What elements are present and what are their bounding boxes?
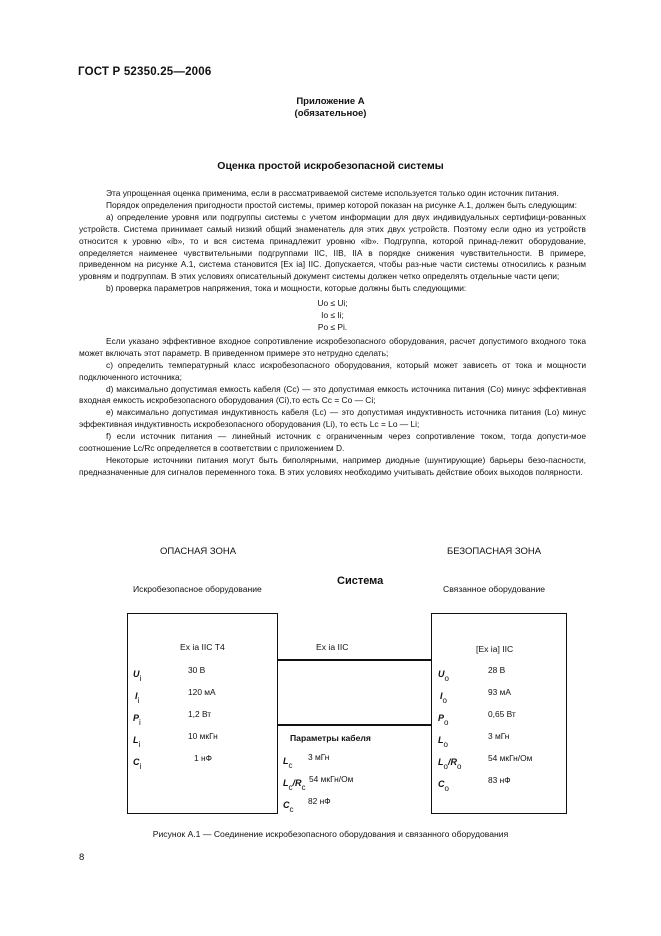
link-marking: Ex ia IIC [316, 642, 349, 652]
list-item-d: d) максимально допустимая емкость кабеля (Cc) — это допустимая емкость источника питания (Cо) минус эффективная входная емкость искробезопасного оборудования (Ci),то есть Cc = Cо — Ci; [79, 383, 586, 406]
figure-caption: Рисунок А.1 — Соединение искробезопасного оборудования и связанного оборудования [152, 829, 509, 839]
body-text [79, 188, 586, 479]
cable-param-row: $C_c$ [283, 800, 294, 815]
system-label: Система [337, 575, 384, 587]
formula: Pо ≤ Pi. [317, 321, 348, 332]
left-box-marking: Ex ia IIC T4 [180, 642, 225, 652]
left-equipment-caption: Искробезопасное оборудование [133, 584, 262, 594]
right-param-value: 83 нФ [488, 775, 511, 785]
right-param-row: $L_o$ [438, 735, 448, 750]
cable-line-bottom [278, 724, 431, 726]
left-param-row: $P_i$ [133, 713, 141, 728]
right-param-value: 3 мГн [488, 731, 510, 741]
left-param-row: $U_i$ [133, 669, 142, 684]
page-number: 8 [79, 852, 85, 863]
left-param-row: $C_i$ [133, 757, 142, 772]
left-param-value: 30 В [188, 665, 206, 675]
paragraph: Порядок определения пригодности простой системы, пример которой показан на рисунке А.1, должен быть следующим: [106, 199, 577, 210]
right-param-value: 0,65 Вт [488, 709, 516, 719]
zone-danger-label: ОПАСНАЯ ЗОНА [160, 546, 237, 557]
list-item-e: e) максимально допустимая индуктивность кабеля (Lc) — это допустимая индуктивность источника питания (Lо) минус эффективная индуктивность искробезопасного оборудования (Li), то есть Lc = Lо — Li; [79, 407, 586, 430]
right-param-row: $P_o$ [438, 713, 449, 728]
cable-param-value: 3 мГн [308, 752, 330, 762]
right-param-row: $I_o$ [440, 691, 447, 706]
formula: Uо ≤ Ui; [317, 298, 348, 309]
formula: Iо ≤ Ii; [321, 310, 344, 321]
cable-line-top [278, 659, 431, 661]
right-param-value: 93 мА [488, 687, 511, 697]
list-item-c: c) определить температурный класс искробезопасного оборудования, который может зависеть от тока и мощности подключенного источника; [79, 359, 586, 382]
left-param-value: 1,2 Вт [188, 709, 212, 719]
paragraph: Если указано эффективное входное сопротивление искробезопасного оборудования, расчет допустимого входного тока может включать этот параметр. В приведенном примере это нетрудно сделать; [79, 335, 586, 358]
cable-param-value: 54 мкГн/Ом [309, 774, 354, 784]
cable-param-row: $L_c$ [283, 756, 293, 771]
left-param-value: 10 мкГн [188, 731, 218, 741]
cable-param-row: $L_c/R_c$ [283, 778, 306, 793]
right-param-row: $L_o/R_o$ [438, 757, 462, 772]
left-param-row: $L_i$ [133, 735, 141, 750]
annex-label: Приложение А [296, 96, 365, 107]
paragraph: Эта упрощенная оценка применима, если в рассматриваемой системе используется только один источник питания. [106, 188, 559, 198]
left-param-row: $I_i$ [135, 691, 140, 706]
paragraph: Некоторые источники питания могут быть биполярными, например диодные (шунтирующие) барьеры безо-пасности, предназначенные для сигналов переменного тока. В этих условиях необходимо учитывать действие обоих выходов полярности. [79, 454, 586, 477]
right-param-row: $C_o$ [438, 779, 449, 794]
right-box-marking: [Ex ia] IIC [476, 644, 514, 654]
section-title: Оценка простой искробезопасной системы [217, 160, 444, 172]
left-param-value: 120 мА [188, 687, 216, 697]
cable-parameters-title: Параметры кабеля [290, 733, 371, 743]
list-item-a: а) определение уровня или подгруппы системы с учетом информации для двух индивидуальных сертифици-рованных устройств. Система принимает самый низкий общий знаменатель для этих двух устройств. Поэтому если одно из устройств относится к уровню «ib», то и вся система принадлежит уровню «ib». Подгруппа, которой принад-лежит оборудование, определяется наименее чувствительными подгруппами IIC, IIB, IIA в порядке снижения чувствительности. В примере, приведенном на рисунке А.1, система становится [Ex ia] IIC. Допускается, чтобы раз-ные части системы относились к разным уровням и подгруппам. В этих условиях описательный документ системы должен четко определять отдельные части цепи; [79, 211, 586, 282]
right-equipment-caption: Связанное оборудование [443, 584, 546, 594]
right-param-value: 28 В [488, 665, 506, 675]
left-param-value: 1 нФ [194, 753, 212, 763]
list-item-b: b) проверка параметров напряжения, тока и мощности, которые должны быть следующими: [106, 283, 467, 294]
right-param-row: $U_o$ [438, 669, 449, 684]
cable-param-value: 82 нФ [308, 796, 331, 806]
document-header: ГОСТ Р 52350.25—2006 [78, 66, 212, 78]
zone-safe-label: БЕЗОПАСНАЯ ЗОНА [447, 546, 542, 557]
right-param-value: 54 мкГн/Ом [488, 753, 533, 763]
annex-status: (обязательное) [294, 108, 367, 119]
list-item-f: f) если источник питания — линейный источник с ограниченным через сопротивление током, тогда допусти-мое соотношение Lc/Rc определяется в соответствии с приложением D. [79, 431, 586, 454]
